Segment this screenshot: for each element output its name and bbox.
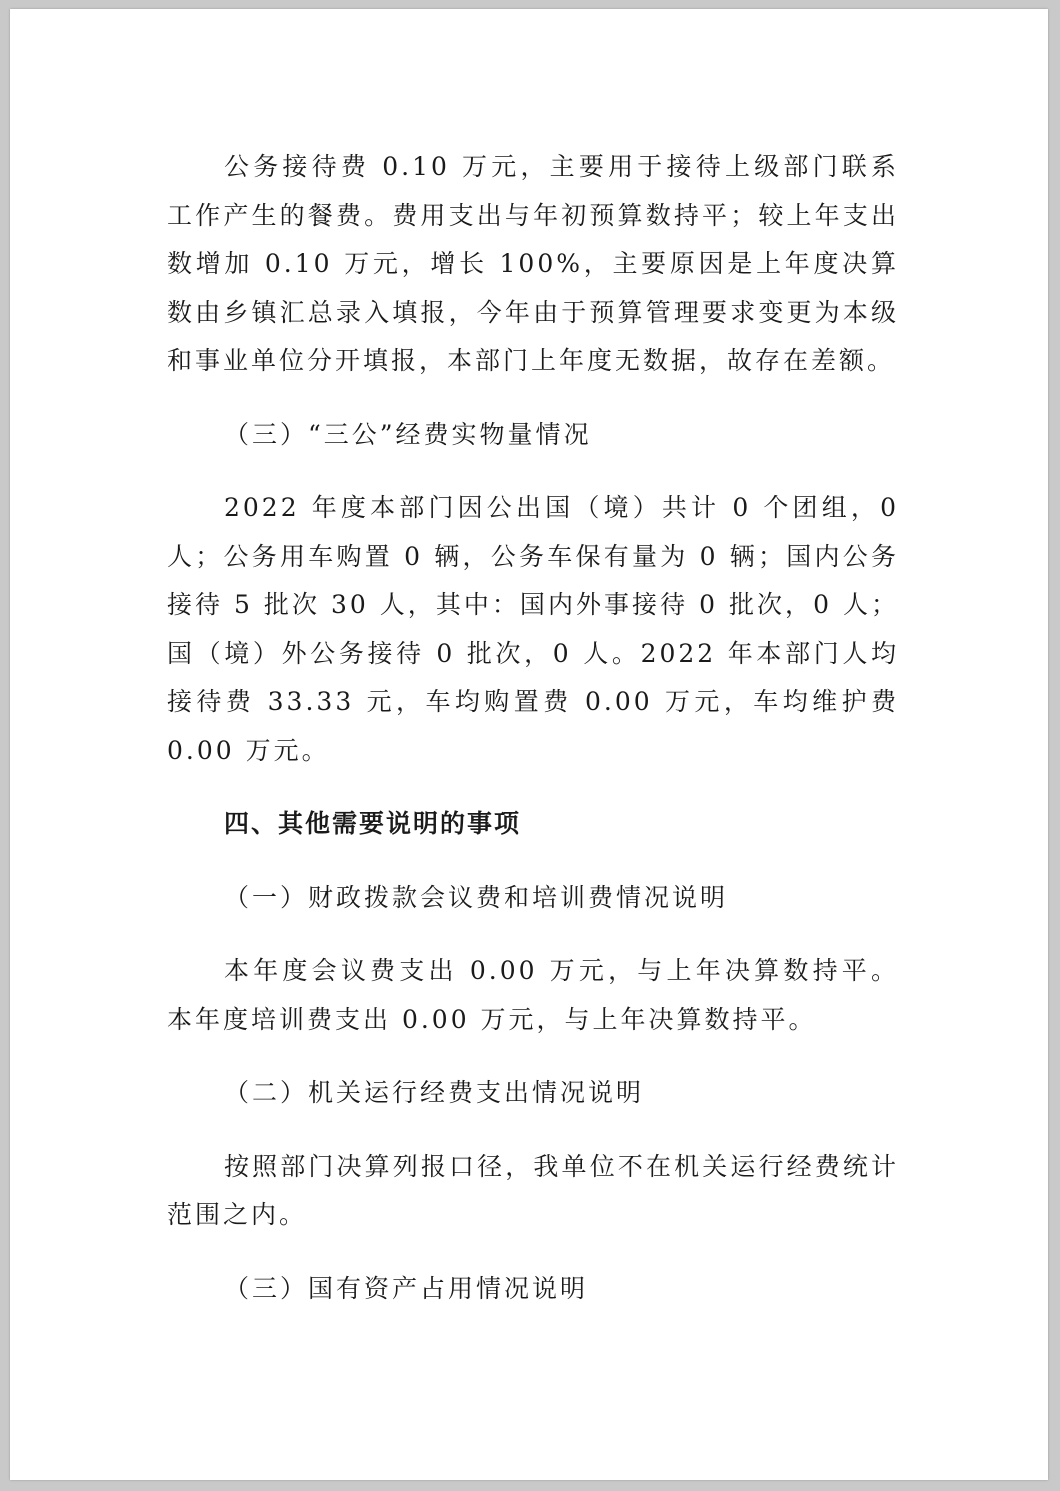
paragraph-operating-cost: 按照部门决算列报口径，我单位不在机关运行经费统计范围之内。 bbox=[167, 1151, 899, 1229]
paragraph-meeting-training: 本年度会议费支出 0.00 万元，与上年决算数持平。本年度培训费支出 0.00 万元，与上年决算数持平。 bbox=[167, 956, 899, 1034]
heading-operating-cost: （二）机关运行经费支出情况说明 bbox=[224, 1078, 645, 1107]
document-body bbox=[167, 143, 899, 1313]
heading-section-four: 四、其他需要说明的事项 bbox=[224, 809, 522, 838]
paragraph-reception-expense: 公务接待费 0.10 万元，主要用于接待上级部门联系工作产生的餐费。费用支出与年初预算数持平；较上年支出数增加 0.10 万元，增长 100%，主要原因是上年度决算数由乡镇汇总录入填报，今年由于预算管理要求变更为本级和事业单位分开填报，本部门上年度无数据，故存在差额。 bbox=[167, 152, 899, 375]
heading-state-assets: （三）国有资产占用情况说明 bbox=[224, 1273, 589, 1303]
heading-meeting-training: （一）财政拨款会议费和培训费情况说明 bbox=[224, 882, 729, 912]
heading-sangong-physical-quantity: （三）“三公”经费实物量情况 bbox=[224, 419, 592, 449]
document-page bbox=[10, 9, 1048, 1480]
paragraph-physical-quantity: 2022 年度本部门因公出国（境）共计 0 个团组，0 人；公务用车购置 0 辆，公务车保有量为 0 辆；国内公务接待 5 批次 30 人，其中：国内外事接待 0 批次，0 人；国（境）外公务接待 0 批次，0 人。2022 年本部门人均接待费 33.33 元，车均购置费 0.00 万元，车均维护费 0.00 万元。 bbox=[167, 493, 899, 765]
